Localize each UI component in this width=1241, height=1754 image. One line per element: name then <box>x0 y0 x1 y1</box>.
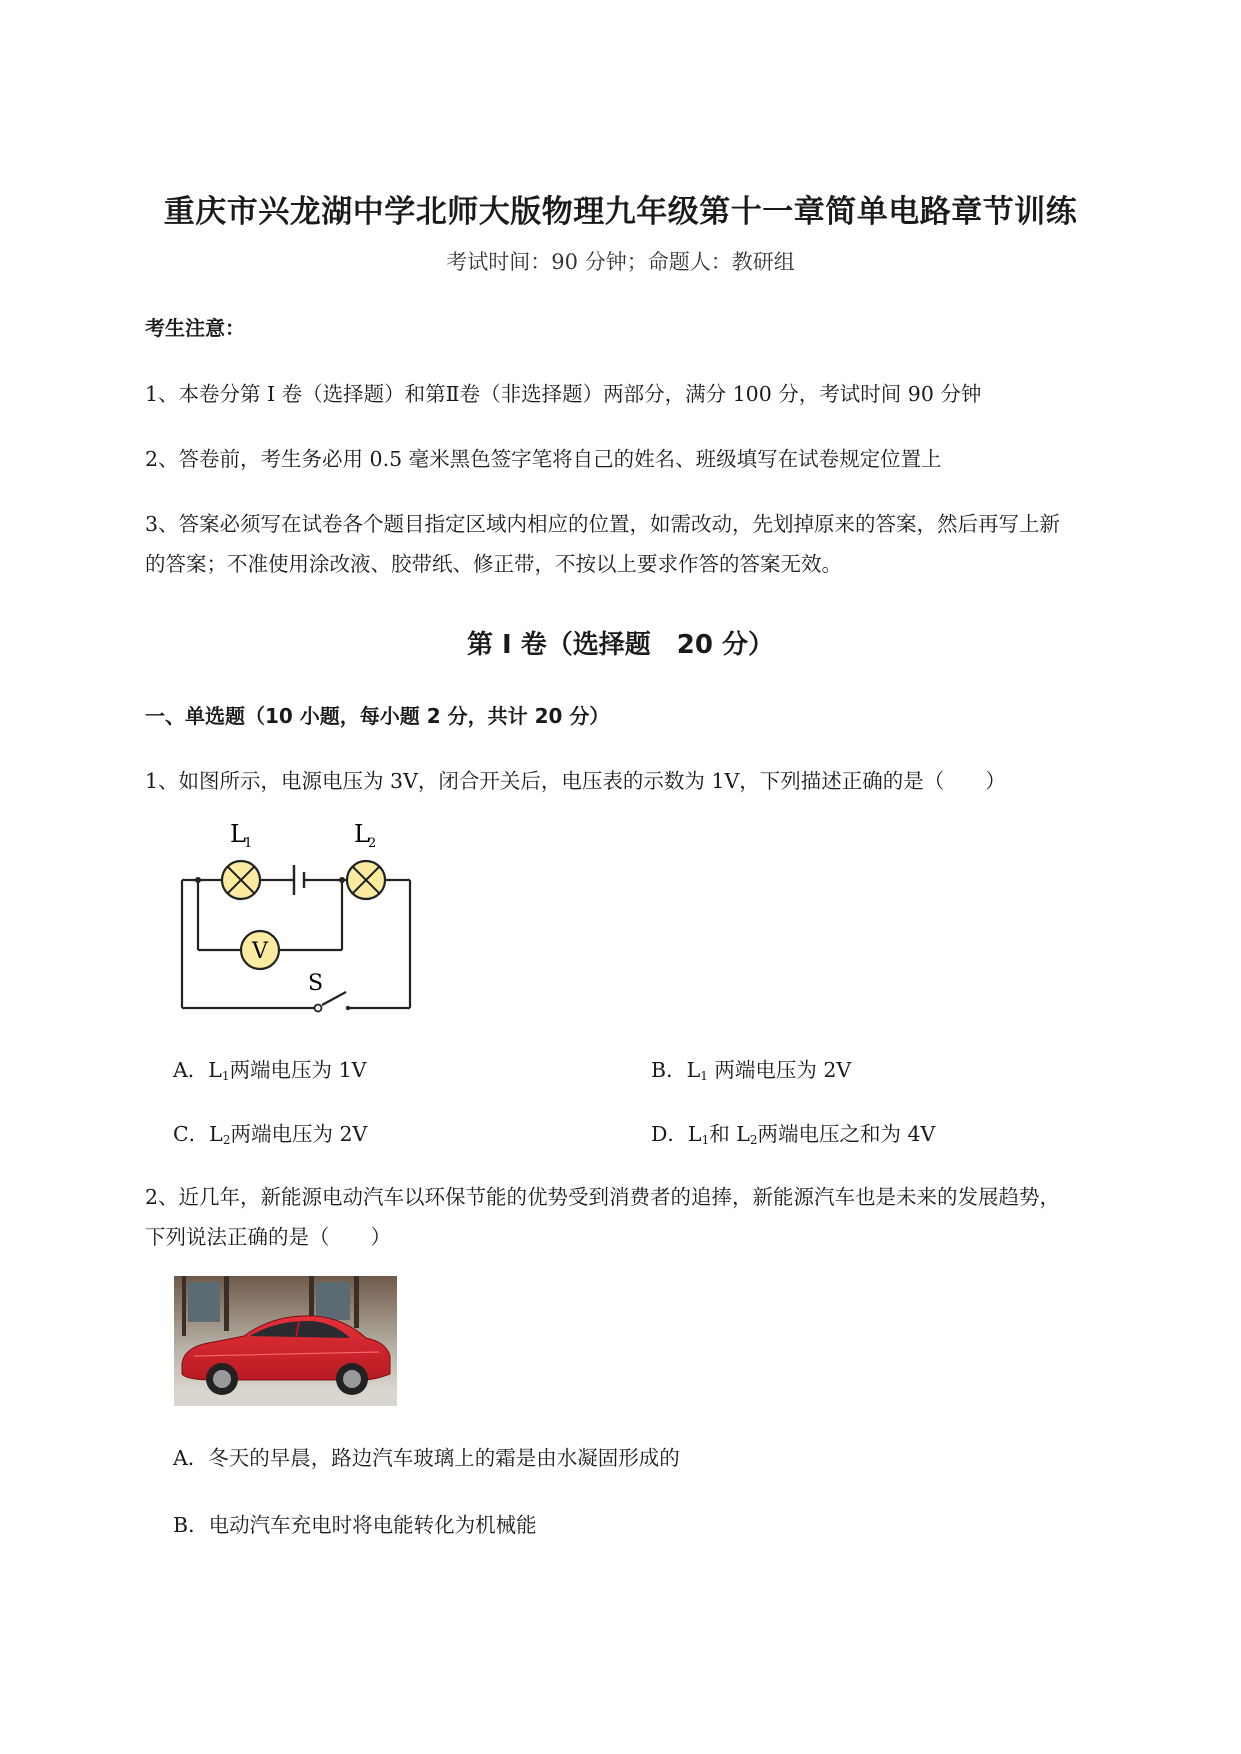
label-l1: L <box>230 820 246 848</box>
part-heading: 一、单选题（10 小题，每小题 2 分，共计 20 分） <box>145 704 610 728</box>
label-switch: S <box>308 971 324 996</box>
question-1-stem: 1、如图所示，电源电压为 3V，闭合开关后，电压表的示数为 1V，下列描述正确的是（ ） <box>145 769 1006 793</box>
question-2-stem-cont: 下列说法正确的是（ ） <box>145 1225 391 1249</box>
notice-heading: 考生注意： <box>145 316 245 340</box>
voltmeter-icon <box>241 931 279 969</box>
circuit-diagram <box>170 820 420 1015</box>
notice-item-3: 3、答案必须写在试卷各个题目指定区域内相应的位置，如需改动，先划掉原来的答案，然后再写上新 <box>145 512 1061 536</box>
question-1-option-d[interactable]: D．$L_1$和 $L_2$两端电压之和为 4V <box>651 1122 936 1147</box>
question-1-option-a[interactable]: A．$L_1$两端电压为 1V <box>173 1058 367 1083</box>
question-1-option-c[interactable]: C．$L_2$两端电压为 2V <box>173 1122 368 1147</box>
exam-info: 考试时间：90 分钟；命题人：教研组 <box>446 250 795 274</box>
question-2-option-a[interactable]: A．冬天的早晨，路边汽车玻璃上的霜是由水凝固形成的 <box>173 1446 680 1470</box>
label-l1-sub: 1 <box>244 836 253 851</box>
notice-item-2: 2、答卷前，考生务必用 0.5 毫米黑色签字笔将自己的姓名、班级填写在试卷规定位置上 <box>145 447 942 471</box>
label-l2-sub: 2 <box>368 836 377 851</box>
bulb-l2-icon <box>347 861 385 899</box>
bulb-l1-icon <box>222 861 260 899</box>
question-2-option-b[interactable]: B．电动汽车充电时将电能转化为机械能 <box>173 1513 537 1537</box>
notice-item-3-cont: 的答案；不准使用涂改液、胶带纸、修正带，不按以上要求作答的答案无效。 <box>145 552 842 576</box>
question-2-stem: 2、近几年，新能源电动汽车以环保节能的优势受到消费者的追捧，新能源汽车也是未来的发展趋势， <box>145 1185 1061 1209</box>
electric-car-photo <box>174 1276 397 1406</box>
section-title: 第 I 卷（选择题 20 分） <box>466 630 774 660</box>
svg-text:V: V <box>252 939 268 964</box>
page-title: 重庆市兴龙湖中学北师大版物理九年级第十一章简单电路章节训练 <box>163 194 1078 230</box>
notice-item-1: 1、本卷分第 I 卷（选择题）和第Ⅱ卷（非选择题）两部分，满分 100 分，考试时间 90 分钟 <box>145 382 982 406</box>
label-l2: L <box>354 820 370 848</box>
question-1-option-b[interactable]: B．$L_1$ 两端电压为 2V <box>651 1058 852 1083</box>
